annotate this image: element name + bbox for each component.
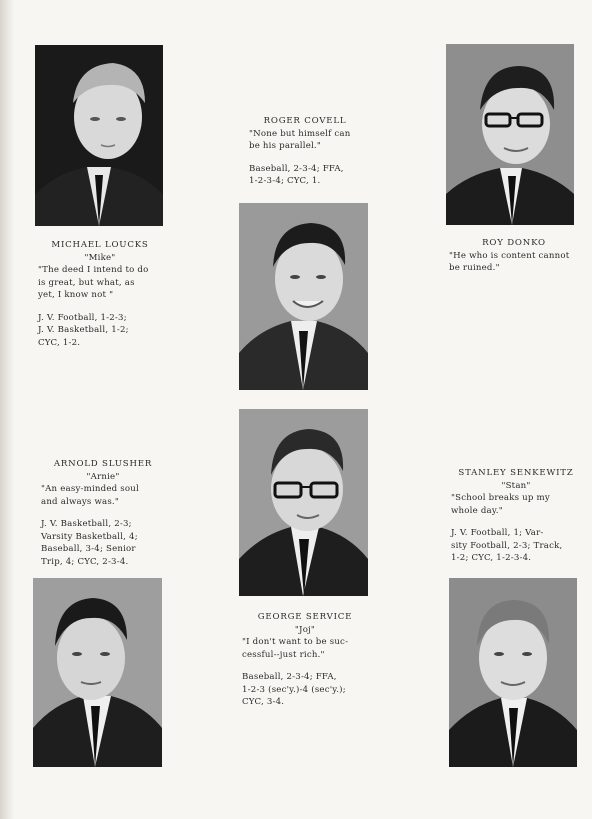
activity-line: J. V. Basketball, 1-2; (38, 325, 129, 335)
activity-line: Varsity Basketball, 4; (41, 531, 138, 542)
quote-line: be ruined." (449, 263, 500, 273)
student-caption-arnold-slusher (41, 458, 165, 568)
student-name: GEORGE SERVICE (257, 612, 353, 622)
activity-line: Baseball, 3-4; Senior (41, 544, 136, 554)
student-nickname: "Mike" (84, 252, 116, 263)
activity-line: CYC, 3-4. (242, 697, 285, 707)
student-name: MICHAEL LOUCKS (51, 240, 149, 250)
student-name: ARNOLD SLUSHER (53, 459, 153, 469)
activity-line: J. V. Football, 1; Var- (451, 528, 544, 538)
quote-line: "School breaks up my (451, 493, 550, 503)
quote-line: is great, but what, as (38, 277, 135, 288)
quote-line: yet, I know not " (38, 290, 114, 300)
quote-line: whole day." (451, 505, 503, 516)
quote-line: "He who is content cannot (449, 250, 570, 261)
portrait-photo-michael-loucks (35, 45, 163, 226)
student-nickname: "Arnie" (86, 471, 120, 482)
student-caption-roger-covell (249, 115, 361, 188)
portrait-photo-roger-covell (239, 203, 368, 390)
quote-line: and always was." (41, 496, 120, 507)
portrait-photo-george-service (239, 409, 368, 596)
quote-line: "None but himself can (249, 128, 351, 139)
student-caption-george-service (242, 611, 368, 709)
portrait-photo-roy-donko (446, 44, 574, 225)
activity-line: Baseball, 2-3-4; FFA, (249, 163, 344, 174)
activity-line: J. V. Basketball, 2-3; (41, 519, 132, 529)
portrait-photo-arnold-slusher (33, 578, 162, 767)
quote-line: cessful--just rich." (242, 649, 325, 660)
page-edge-shadow (0, 0, 14, 819)
activity-line: J. V. Football, 1-2-3; (38, 312, 127, 323)
quote-line: "An easy-minded soul (41, 484, 139, 494)
activity-line: 1-2; CYC, 1-2-3-4. (451, 553, 532, 563)
quote-line: "I don't want to be suc- (242, 637, 349, 647)
quote-line: be his parallel." (249, 141, 322, 151)
student-name: ROY DONKO (482, 238, 546, 248)
student-name: STANLEY SENKEWITZ (458, 468, 574, 478)
activity-line: Trip, 4; CYC, 2-3-4. (41, 556, 129, 567)
activity-line: 1-2-3-4; CYC, 1. (249, 176, 321, 186)
student-nickname: "Joj" (294, 624, 316, 635)
student-name: ROGER COVELL (263, 116, 347, 126)
activity-line: CYC, 1-2. (38, 337, 81, 348)
activity-line: Baseball, 2-3-4; FFA, (242, 672, 337, 682)
student-caption-stanley-senkewitz (451, 467, 581, 565)
portrait-photo-stanley-senkewitz (449, 578, 577, 767)
quote-line: "The deed I intend to do (38, 265, 149, 275)
student-caption-roy-donko (449, 237, 579, 275)
student-nickname: "Stan" (501, 480, 531, 491)
student-caption-michael-loucks (38, 239, 162, 349)
activity-line: 1-2-3 (sec'y.)-4 (sec'y.); (242, 684, 346, 695)
activity-line: sity Football, 2-3; Track, (451, 540, 563, 551)
